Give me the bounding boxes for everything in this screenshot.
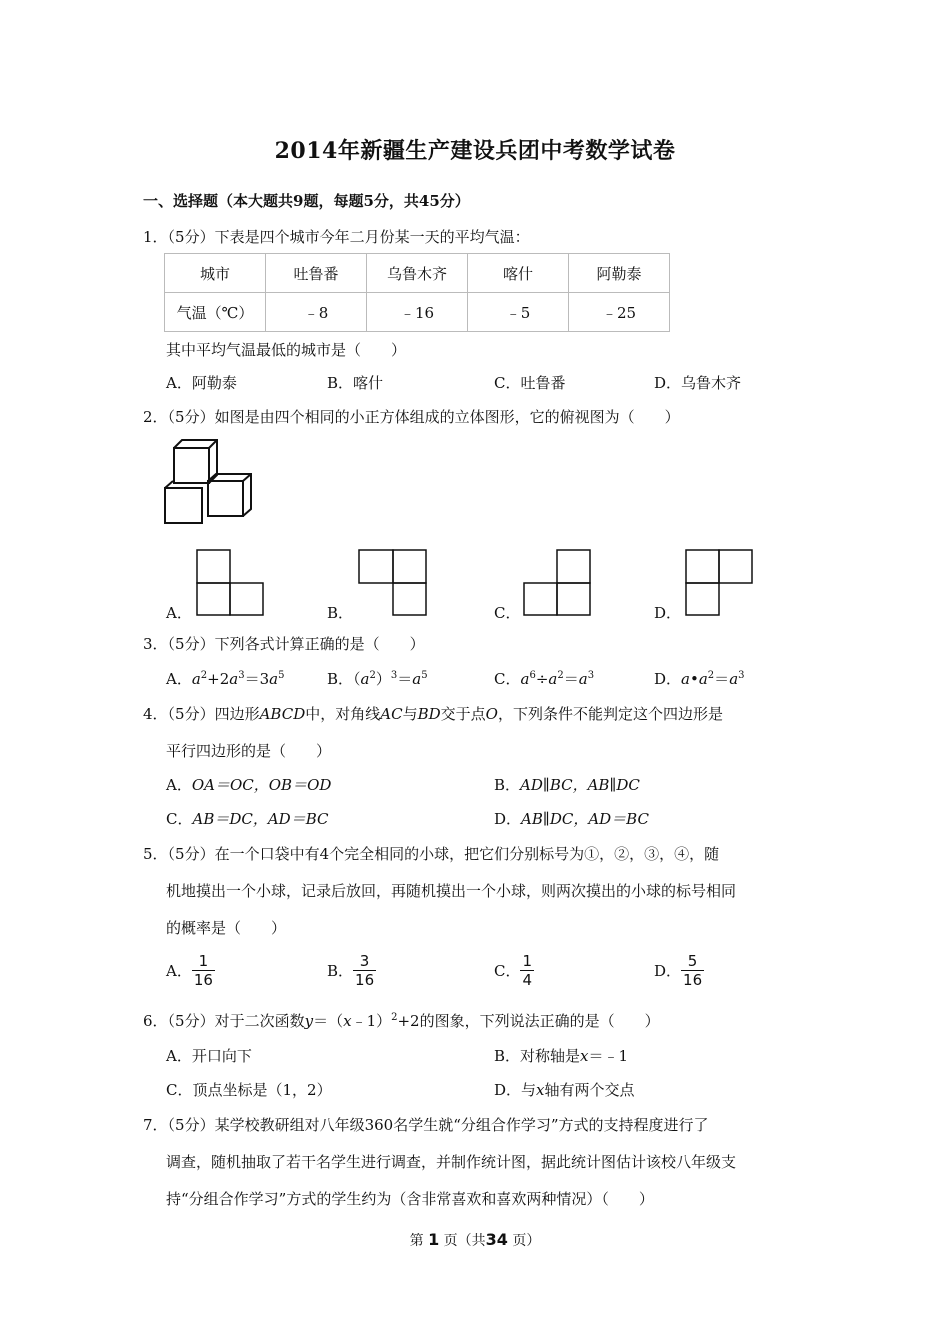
q7-stem-line2: 调查，随机抽取了若干名学生进行调查，并制作统计图，据此统计图估计该校八年级支 [166,1153,737,1171]
table-cell: 吐鲁番 [266,254,367,293]
section-heading: 一、选择题（本大题共9题，每题5分，共45分） [143,192,470,210]
table-cell: 乌鲁木齐 [367,254,468,293]
q3-option-a[interactable]: A．$a^2+2a^3=3a^5$ [166,670,285,688]
q2-option-a-label[interactable]: A． [166,604,192,622]
fraction: $\frac{1}{4}$ [522,952,533,989]
q2-option-b-label[interactable]: B． [327,604,354,622]
table-cell: ﹣25 [569,293,670,332]
q4-stem-line2: 平行四边形的是（ ） [166,742,332,760]
q2-option-d-label[interactable]: D． [654,604,682,622]
table-row [165,293,670,332]
page-total: 34 [485,1230,508,1249]
table-cell: 城市 [165,254,266,293]
table-cell: 阿勒泰 [569,254,670,293]
q1-option-d[interactable]: D．乌鲁木齐 [654,374,742,392]
q5-option-b[interactable]: B． $\frac{3}{16}$ [327,952,375,989]
q7-stem-line3: 持“分组合作学习”方式的学生约为（含非常喜欢和喜欢两种情况）（ ） [166,1190,654,1208]
q4-option-d[interactable]: D．AB∥DC，AD＝BC [494,810,649,828]
q7-stem-line1: 7．（5分）某学校教研组对八年级360名学生就“分组合作学习”方式的支持程度进行了 [143,1116,709,1134]
page-title: 2014年新疆生产建设兵团中考数学试卷 [274,138,676,164]
q1-option-c[interactable]: C．吐鲁番 [494,374,566,392]
option-label: A． [166,670,192,688]
fraction: $\frac{1}{16}$ [193,952,213,989]
option-label: C． [494,670,521,688]
q2-option-d-figure[interactable] [684,549,754,617]
fraction: $\frac{5}{16}$ [683,952,703,989]
q2-stem: 2．（5分）如图是由四个相同的小正方体组成的立体图形，它的俯视图为（ ） [143,408,680,426]
table-cell: ﹣5 [468,293,569,332]
q3-option-d[interactable]: D．$a•a^2=a^3$ [654,670,745,688]
q6-option-c[interactable]: C．顶点坐标是（1，2） [166,1081,332,1099]
q5-stem-line3: 的概率是（ ） [166,919,287,937]
q4-option-b[interactable]: B．AD∥BC，AB∥DC [494,776,640,794]
page-footer: 第 1 页（共34 页） [409,1230,541,1249]
q2-option-b-figure[interactable] [358,549,428,617]
q5-option-d[interactable]: D． $\frac{5}{16}$ [654,952,703,989]
q1-option-a[interactable]: A．阿勒泰 [166,374,237,392]
table-cell: 气温（℃） [165,293,266,332]
q6-stem: 6．（5分）对于二次函数y＝（x﹣1）$^2$+2的图象，下列说法正确的是（ ） [143,1012,660,1030]
table-cell: ﹣16 [367,293,468,332]
cube-solid-figure [160,436,260,528]
q5-option-a[interactable]: A． $\frac{1}{16}$ [166,952,213,989]
q6-option-d[interactable]: D．与x轴有两个交点 [494,1081,635,1099]
option-label: B． [327,670,354,688]
q6-option-a[interactable]: A．开口向下 [166,1047,252,1065]
q3-option-c[interactable]: C．$a^6\div a^2=a^3$ [494,670,595,688]
table-cell: 喀什 [468,254,569,293]
q4-option-a[interactable]: A．OA＝OC，OB＝OD [166,776,332,794]
temperature-table [164,253,670,332]
q4-stem: 4．（5分）四边形ABCD中，对角线AC与BD交于点O，下列条件不能判定这个四边形是 [143,705,723,723]
q3-option-b[interactable]: B．$(a^2)^3=a^5$ [327,670,428,688]
table-header-row [165,254,670,293]
table-cell: ﹣8 [266,293,367,332]
q2-option-c-figure[interactable] [522,549,592,617]
q3-stem: 3．（5分）下列各式计算正确的是（ ） [143,635,425,653]
fraction: $\frac{3}{16}$ [355,952,375,989]
q5-option-c[interactable]: C． $\frac{1}{4}$ [494,952,533,989]
q5-stem-line1: 5．（5分）在一个口袋中有4个完全相同的小球，把它们分别标号为①，②，③，④，随 [143,845,720,863]
q2-option-a-figure[interactable] [195,549,265,617]
q6-option-b[interactable]: B．对称轴是x＝﹣1 [494,1047,629,1065]
q5-stem-line2: 机地摸出一个小球，记录后放回，再随机摸出一个小球，则两次摸出的小球的标号相同 [166,882,737,900]
option-label: D． [654,670,682,688]
q4-option-c[interactable]: C．AB＝DC，AD＝BC [166,810,329,828]
q1-option-b[interactable]: B．喀什 [327,374,384,392]
q2-option-c-label[interactable]: C． [494,604,521,622]
q1-question: 其中平均气温最低的城市是（ ） [166,341,407,359]
q1-stem: 1．（5分）下表是四个城市今年二月份某一天的平均气温： [143,228,530,246]
page-number: 1 [428,1230,440,1249]
